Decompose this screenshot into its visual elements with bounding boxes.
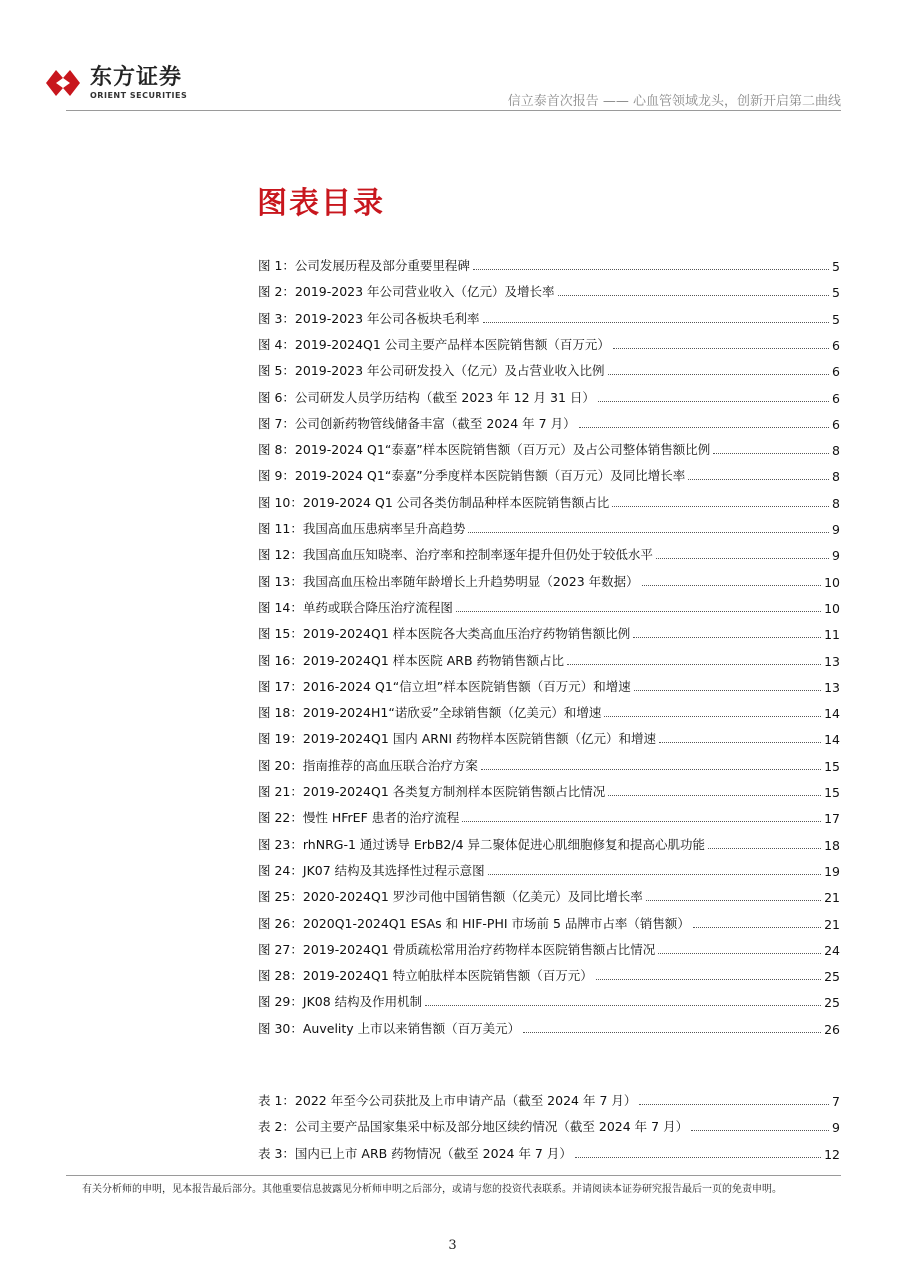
toc-entry-page: 9 — [832, 548, 840, 564]
toc-leader-dots — [425, 1005, 821, 1006]
toc-leader-dots — [575, 1157, 821, 1158]
toc-leader-dots — [523, 1032, 821, 1033]
toc-entry-label: 图 6：公司研发人员学历结构（截至 2023 年 12 月 31 日） — [258, 389, 595, 405]
toc-entry[interactable] — [258, 725, 840, 747]
toc-entry-label: 图 20：指南推荐的高血压联合治疗方案 — [258, 757, 478, 773]
toc-leader-dots — [604, 716, 821, 717]
toc-entry-label: 图 11：我国高血压患病率呈升高趋势 — [258, 521, 466, 536]
toc-entry-page: 14 — [824, 706, 840, 722]
toc-entry-label: 图 3：2019-2023 年公司各板块毛利率 — [258, 310, 480, 326]
toc-entry[interactable] — [258, 436, 840, 458]
toc-entry-page: 8 — [832, 443, 840, 459]
toc-leader-dots — [598, 401, 829, 402]
toc-entry-page: 6 — [832, 337, 840, 353]
toc-entry[interactable] — [258, 988, 840, 1010]
toc-leader-dots — [596, 979, 821, 980]
toc-entry[interactable] — [258, 620, 840, 642]
toc-leader-dots — [468, 532, 829, 533]
toc-leader-dots — [713, 453, 829, 454]
toc-entry[interactable] — [258, 699, 840, 721]
toc-entry-label: 图 28：2019-2024Q1 特立帕肽样本医院销售额（百万元） — [258, 968, 593, 984]
toc-entry[interactable] — [258, 331, 840, 353]
toc-leader-dots — [634, 690, 821, 691]
toc-entry-label: 图 8：2019-2024 Q1“泰嘉”样本医院销售额（百万元）及占公司整体销售额比例 — [258, 442, 711, 458]
page-title: 图表目录 — [257, 186, 385, 221]
toc-entry-page: 5 — [832, 259, 840, 274]
toc-entry[interactable] — [258, 778, 840, 800]
toc-entry-page: 21 — [824, 890, 840, 906]
toc-entry-page: 18 — [824, 837, 840, 853]
toc-entry-page: 25 — [824, 995, 840, 1011]
toc-entry-page: 5 — [832, 311, 840, 327]
toc-entry-page: 5 — [832, 285, 840, 301]
toc-entry-label: 图 14：单药或联合降压治疗流程图 — [258, 599, 453, 615]
toc-leader-dots — [481, 769, 821, 770]
toc-entry[interactable] — [258, 462, 840, 484]
toc-leader-dots — [639, 1104, 829, 1105]
toc-entry-page: 9 — [832, 522, 840, 537]
toc-entry-page: 15 — [824, 758, 840, 774]
toc-entry[interactable] — [258, 883, 840, 905]
toc-leader-dots — [646, 900, 821, 901]
toc-entry[interactable] — [258, 962, 840, 984]
toc-entry-label: 图 2：2019-2023 年公司营业收入（亿元）及增长率 — [258, 284, 555, 300]
toc-entry-page: 15 — [824, 785, 840, 800]
toc-entry-label: 表 1：2022 年至今公司获批及上市申请产品（截至 2024 年 7 月） — [258, 1093, 637, 1108]
toc-entry-page: 6 — [832, 364, 840, 380]
toc-entry[interactable] — [258, 278, 840, 300]
toc-entry-page: 6 — [832, 390, 840, 406]
toc-leader-dots — [613, 348, 829, 349]
toc-entry-label: 图 25：2020-2024Q1 罗沙司他中国销售额（亿美元）及同比增长率 — [258, 889, 643, 905]
toc-entry-page: 11 — [824, 627, 840, 643]
toc-entry-label: 图 9：2019-2024 Q1“泰嘉”分季度样本医院销售额（百万元）及同比增长率 — [258, 468, 686, 484]
toc-entry[interactable] — [258, 857, 840, 879]
toc-entry[interactable] — [258, 804, 840, 826]
toc-entry-label: 图 18：2019-2024H1“诺欣妥”全球销售额（亿美元）和增速 — [258, 705, 602, 721]
toc-entry[interactable] — [258, 541, 840, 563]
toc-entry[interactable] — [258, 1113, 840, 1135]
toc-entry-label: 图 26：2020Q1-2024Q1 ESAs 和 HIF-PHI 市场前 5 品牌市占率（销售额） — [258, 915, 690, 931]
toc-entry-label: 图 13：我国高血压检出率随年龄增长上升趋势明显（2023 年数据） — [258, 573, 639, 589]
toc-entry-label: 图 5：2019-2023 年公司研发投入（亿元）及占营业收入比例 — [258, 363, 605, 379]
toc-entry-label: 表 2：公司主要产品国家集采中标及部分地区续约情况（截至 2024 年 7 月） — [258, 1119, 689, 1135]
toc-entry-page: 8 — [832, 495, 840, 511]
footer-divider — [66, 1175, 841, 1176]
company-logo — [42, 64, 187, 102]
toc-entry-label: 图 30：Auvelity 上市以来销售额（百万美元） — [258, 1020, 521, 1036]
toc-entry-page: 9 — [832, 1120, 840, 1136]
toc-entry[interactable] — [258, 1140, 840, 1162]
toc-entry[interactable] — [258, 384, 840, 406]
toc-leader-dots — [693, 927, 821, 928]
toc-leader-dots — [608, 374, 830, 375]
toc-leader-dots — [659, 742, 821, 743]
toc-entry-label: 图 16：2019-2024Q1 样本医院 ARB 药物销售额占比 — [258, 652, 565, 668]
toc-entry-page: 7 — [832, 1094, 840, 1109]
toc-entry[interactable] — [258, 357, 840, 379]
toc-leader-dots — [579, 427, 829, 428]
toc-entry-page: 19 — [824, 863, 840, 879]
toc-leader-dots — [488, 874, 821, 875]
toc-entry-page: 25 — [824, 969, 840, 985]
toc-entry[interactable] — [258, 831, 840, 853]
toc-entry[interactable] — [258, 1087, 840, 1109]
toc-leader-dots — [708, 848, 821, 849]
toc-entry[interactable] — [258, 910, 840, 932]
toc-entry-label: 图 21：2019-2024Q1 各类复方制剂样本医院销售额占比情况 — [258, 784, 606, 799]
toc-entry-page: 24 — [824, 942, 840, 958]
toc-entry[interactable] — [258, 752, 840, 774]
toc-entry[interactable] — [258, 673, 840, 695]
toc-entry-label: 图 12：我国高血压知晓率、治疗率和控制率逐年提升但仍处于较低水平 — [258, 547, 653, 563]
toc-entry-label: 图 29：JK08 结构及作用机制 — [258, 994, 423, 1010]
toc-entry-label: 图 17：2016-2024 Q1“信立坦”样本医院销售额（百万元）和增速 — [258, 678, 631, 694]
toc-leader-dots — [656, 558, 829, 559]
orient-logo-icon — [42, 64, 84, 102]
toc-entry[interactable] — [258, 410, 840, 432]
logo-english-name: ORIENT SECURITIES — [90, 91, 188, 100]
toc-entry-page: 6 — [832, 416, 840, 432]
toc-entry-label: 图 24：JK07 结构及其选择性过程示意图 — [258, 862, 485, 878]
toc-entry[interactable] — [258, 489, 840, 511]
toc-entry-label: 表 3：国内已上市 ARB 药物情况（截至 2024 年 7 月） — [258, 1145, 572, 1161]
toc-entry[interactable] — [258, 252, 840, 274]
toc-entry-label: 图 10：2019-2024 Q1 公司各类仿制品种样本医院销售额占比 — [258, 494, 610, 510]
toc-leader-dots — [483, 322, 830, 323]
page-number: 3 — [448, 1238, 457, 1253]
toc-entry-label: 图 7：公司创新药物管线储备丰富（截至 2024 年 7 月） — [258, 415, 576, 431]
toc-leader-dots — [642, 585, 821, 586]
header-divider — [66, 110, 841, 111]
toc-leader-dots — [608, 795, 821, 796]
toc-leader-dots — [612, 506, 829, 507]
toc-entry-label: 图 19：2019-2024Q1 国内 ARNI 药物样本医院销售额（亿元）和增速 — [258, 731, 656, 747]
toc-entry-label: 图 1：公司发展历程及部分重要里程碑 — [258, 258, 470, 273]
toc-leader-dots — [691, 1130, 829, 1131]
toc-entry-page: 10 — [824, 574, 840, 590]
toc-leader-dots — [558, 295, 830, 296]
toc-entry[interactable] — [258, 568, 840, 590]
toc-entry-page: 13 — [824, 653, 840, 669]
toc-entry-label: 图 23：rhNRG-1 通过诱导 ErbB2/4 异二聚体促进心肌细胞修复和提高心肌功能 — [258, 836, 705, 852]
toc-leader-dots — [567, 664, 821, 665]
toc-leader-dots — [456, 611, 821, 612]
toc-entry-label: 图 4：2019-2024Q1 公司主要产品样本医院销售额（百万元） — [258, 336, 610, 352]
logo-chinese-name: 东方证券 — [90, 65, 183, 90]
toc-entry-label: 图 22：慢性 HFrEF 患者的治疗流程 — [258, 810, 460, 826]
toc-entry[interactable] — [258, 305, 840, 327]
toc-entry-page: 14 — [824, 732, 840, 748]
toc-entry-page: 26 — [824, 1021, 840, 1037]
toc-leader-dots — [658, 953, 821, 954]
toc-entry-page: 21 — [824, 916, 840, 932]
report-header-title: 信立泰首次报告 —— 心血管领域龙头，创新开启第二曲线 — [507, 94, 841, 109]
toc-entry-label: 图 27：2019-2024Q1 骨质疏松常用治疗药物样本医院销售额占比情况 — [258, 941, 656, 957]
toc-entry-label: 图 15：2019-2024Q1 样本医院各大类高血压治疗药物销售额比例 — [258, 626, 631, 642]
toc-entry[interactable] — [258, 515, 840, 537]
toc-entry[interactable] — [258, 647, 840, 669]
toc-entry-page: 10 — [824, 600, 840, 616]
toc-leader-dots — [473, 269, 829, 270]
toc-leader-dots — [462, 821, 821, 822]
footer-disclaimer: 有关分析师的申明，见本报告最后部分。其他重要信息披露见分析师申明之后部分，或请与您的投资代表联系。并请阅读本证券研究报告最后一页的免责申明。 — [82, 1184, 782, 1195]
toc-entry[interactable] — [258, 1015, 840, 1037]
toc-entry-page: 8 — [832, 469, 840, 485]
toc-entry-page: 12 — [824, 1146, 840, 1162]
toc-leader-dots — [688, 479, 829, 480]
toc-entry-page: 13 — [824, 679, 840, 695]
toc-leader-dots — [633, 637, 821, 638]
toc-entry[interactable] — [258, 936, 840, 958]
toc-entry-page: 17 — [824, 811, 840, 827]
toc-entry[interactable] — [258, 594, 840, 616]
